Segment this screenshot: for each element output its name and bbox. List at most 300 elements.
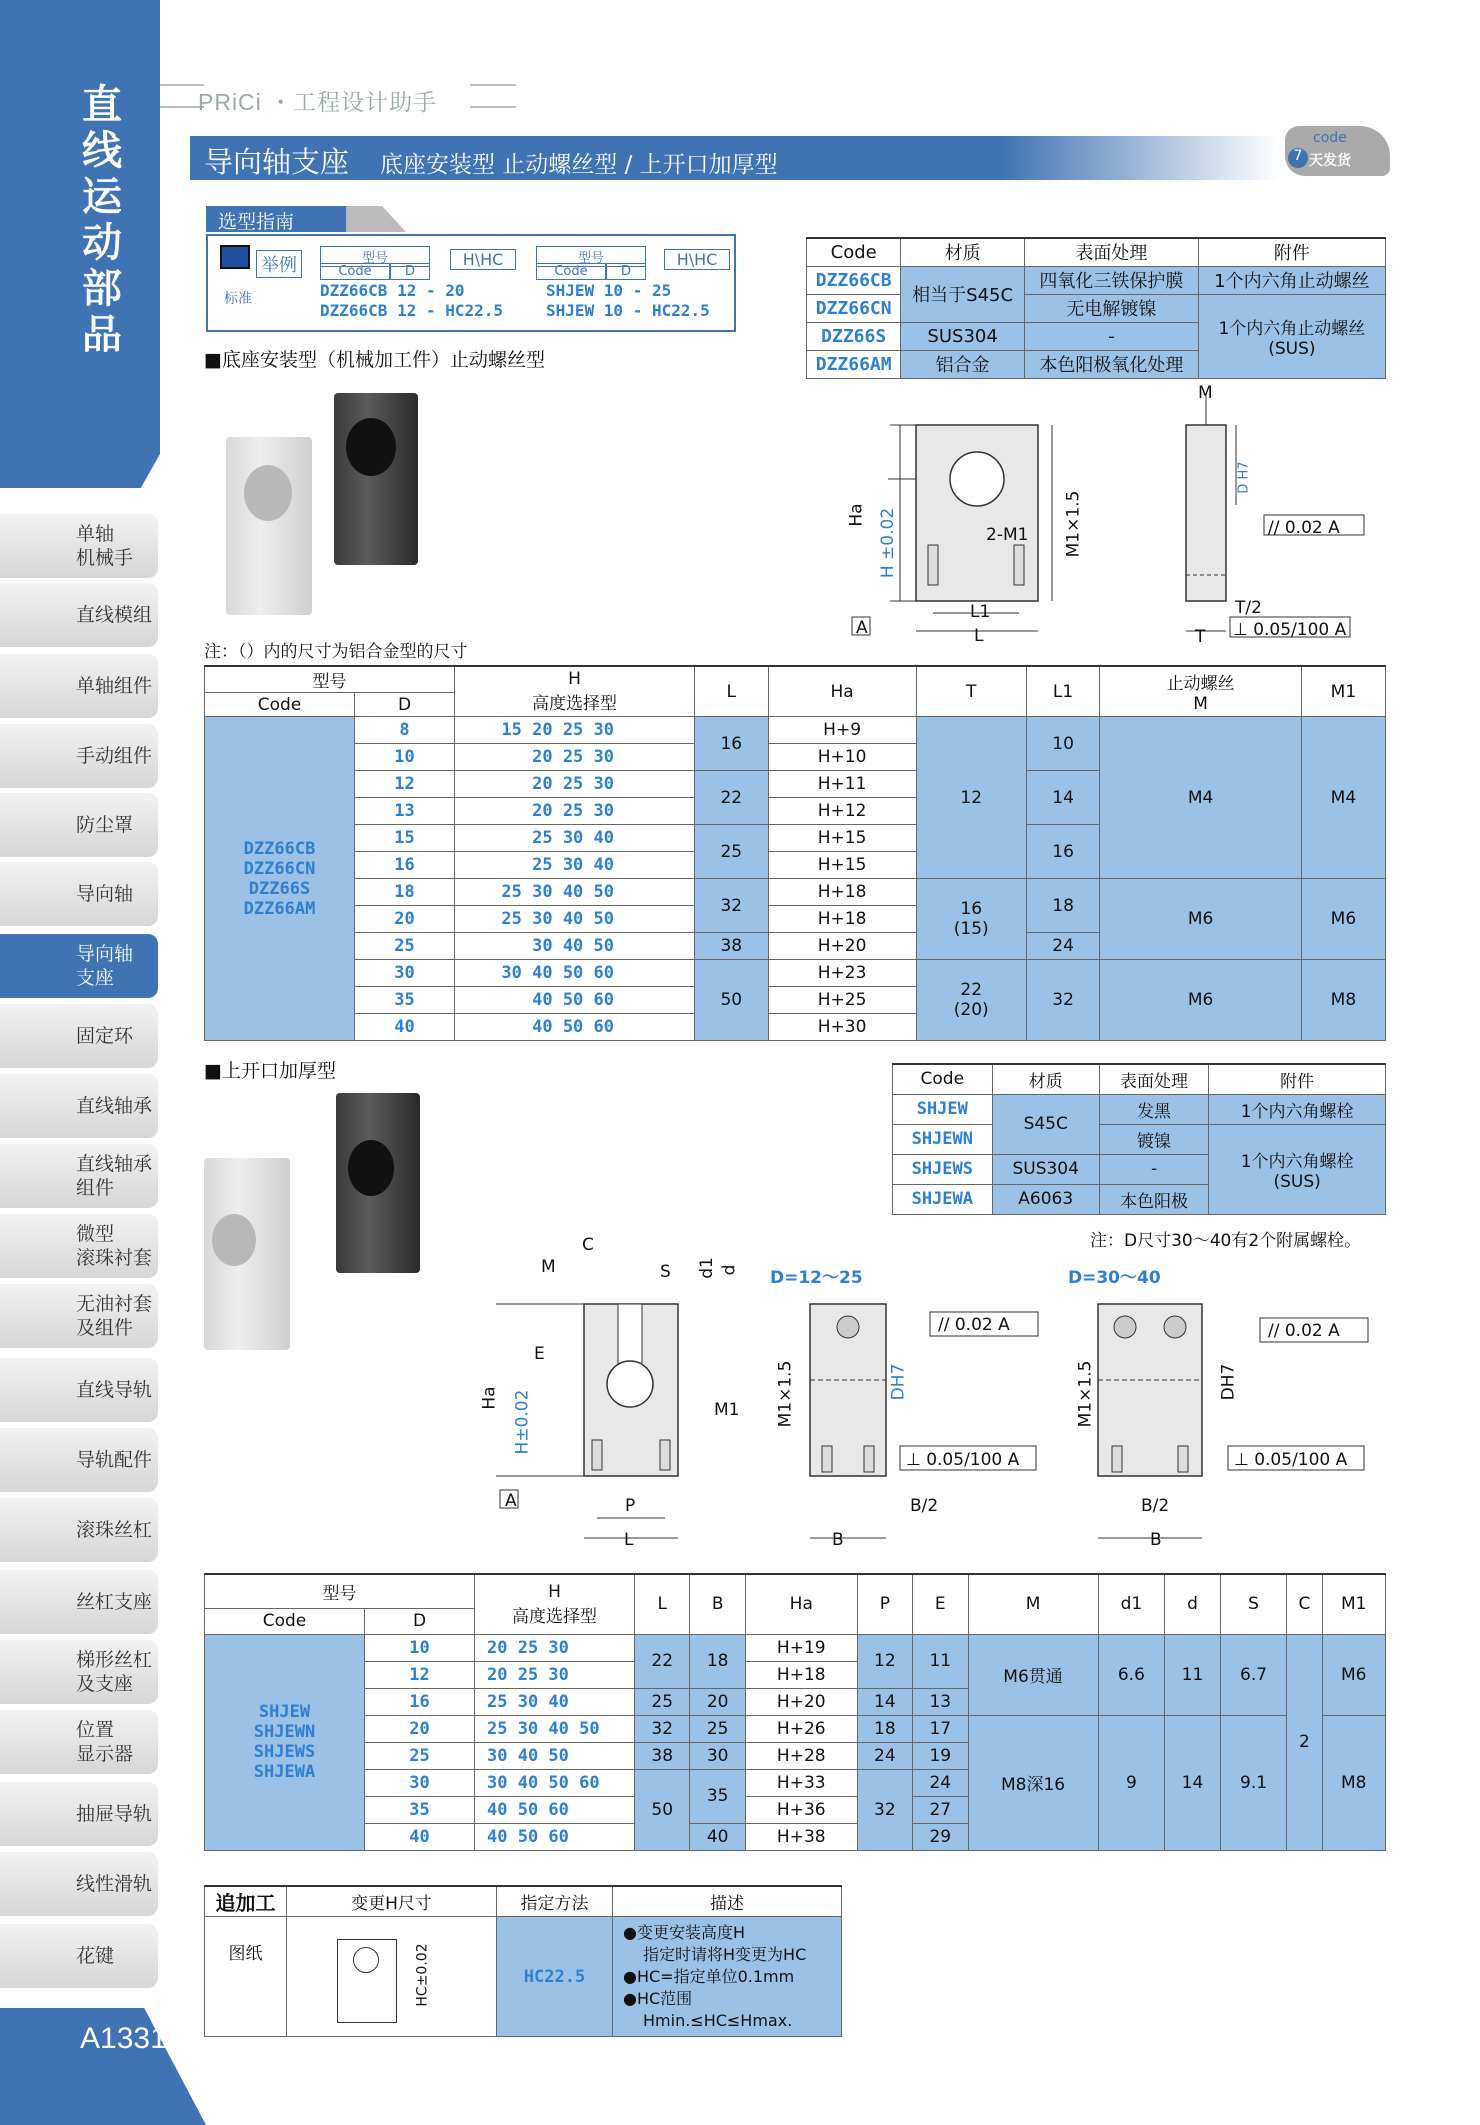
h-cell: 25 30 40 (475, 1688, 635, 1715)
material-cell: A6063 (992, 1184, 1099, 1214)
ha-cell: H+15 (768, 825, 916, 852)
dim-t2: T/2 (1235, 598, 1262, 618)
p-cell: 32 (857, 1769, 912, 1850)
s-cell: 6.7 (1220, 1634, 1287, 1715)
guide-col-model: 型号 (320, 246, 430, 267)
sidebar-item[interactable]: 花键 (0, 1924, 158, 1988)
dim-c: C (582, 1235, 594, 1255)
d-cell: 8 (355, 717, 455, 744)
code-label: DZZ66CN (243, 858, 316, 879)
dim-m: M (1198, 383, 1213, 403)
d-cell: 40 (365, 1823, 475, 1850)
code-label: SHJEWA (253, 1762, 316, 1782)
finish-cell: 镀镍 (1099, 1124, 1208, 1154)
product-photo-hole (244, 465, 292, 521)
sidebar-item[interactable]: 直线导轨 (0, 1358, 158, 1422)
h-cell: 25 30 40 50 (455, 906, 695, 933)
banner-fade (1000, 136, 1280, 180)
h-cell: 30 40 50 (475, 1742, 635, 1769)
dim-l: L (974, 626, 984, 646)
datum-a: A (856, 618, 868, 638)
d-cell: 15 (355, 825, 455, 852)
l-cell: 25 (635, 1688, 690, 1715)
badge-days: 天发货 (1309, 153, 1351, 169)
row-label: 图纸 (205, 1917, 287, 2037)
code-label: DZZ66CB (243, 838, 316, 859)
l1-cell: 14 (1026, 771, 1100, 825)
desc-line: 指定时请将H变更为HC (643, 1944, 807, 1964)
material-table-2 (892, 1063, 1386, 1215)
d-cell: 20 (365, 1715, 475, 1742)
m-cell: M6 (1100, 960, 1301, 1041)
col-header-text: H (568, 669, 581, 689)
col-header: 变更H尺寸 (287, 1886, 497, 1917)
dim-dh7: DH7 (888, 1363, 909, 1401)
accessory-cell: 1个内六角止动螺丝 (1198, 266, 1385, 294)
s-cell: 9.1 (1220, 1715, 1287, 1850)
code-cell: DZZ66CN (807, 294, 901, 322)
tol-perp: ⊥ 0.05/100 A (906, 1450, 1020, 1470)
dim-t: T (1195, 627, 1206, 647)
d1-cell: 6.6 (1098, 1634, 1165, 1715)
d-cell: 12 (365, 1661, 475, 1688)
sidebar-item[interactable]: 微型 滚珠衬套 (0, 1214, 158, 1278)
sidebar-item[interactable]: 抽屉导轨 (0, 1782, 158, 1846)
l-cell: 16 (695, 717, 769, 771)
col-header: 附件 (1198, 238, 1385, 266)
sidebar-item[interactable]: 导轨配件 (0, 1428, 158, 1492)
col-header: B (690, 1574, 745, 1634)
dim-d: d (719, 1264, 740, 1276)
dim-s: S (660, 1262, 671, 1282)
finish-cell: 本色阳极氧化处理 (1024, 350, 1198, 378)
dim-b2-2: B/2 (1141, 1496, 1170, 1516)
h-cell: 30 40 50 60 (455, 960, 695, 987)
code-group (205, 717, 355, 1041)
ha-cell: H+11 (768, 771, 916, 798)
ha-cell: H+15 (768, 852, 916, 879)
method-cell: HC22.5 (497, 1917, 613, 2037)
l-cell: 50 (635, 1769, 690, 1850)
dim-h: H±0.02 (512, 1389, 533, 1455)
d-dim-cell: 14 (1165, 1715, 1220, 1850)
l-cell: 38 (695, 933, 769, 960)
col-header: M1 (1322, 1574, 1385, 1634)
guide-col-d: D (390, 263, 430, 280)
col-header: D (355, 693, 455, 717)
col-header: 型号 (205, 1574, 475, 1608)
monitor-icon (220, 245, 250, 269)
col-header: 描述 (613, 1886, 842, 1917)
h-cell: 20 25 30 (475, 1634, 635, 1661)
h-cell: 40 50 60 (475, 1823, 635, 1850)
col-header: S (1220, 1574, 1287, 1634)
extra-logo: 追加工 (205, 1886, 287, 1917)
col-header: Ha (745, 1574, 857, 1634)
d-dim-cell: 11 (1165, 1634, 1220, 1715)
code-label: DZZ66AM (243, 898, 316, 919)
ha-cell: H+20 (745, 1688, 857, 1715)
finish-cell: - (1024, 322, 1198, 350)
col-header: Code (205, 693, 355, 717)
m-cell: M6 (1100, 879, 1301, 960)
dim-dh7-2: DH7 (1218, 1363, 1239, 1401)
sidebar-item[interactable]: 丝杠支座 (0, 1570, 158, 1634)
finish-cell: 无电解镀镍 (1024, 294, 1198, 322)
code-group (205, 1634, 365, 1850)
sidebar-item[interactable]: 导向轴 支座 (0, 934, 158, 998)
page-title: 导向轴支座 (204, 145, 350, 179)
l1-cell: 16 (1026, 825, 1100, 879)
page-subtitle: 底座安装型 止动螺丝型 / 上开口加厚型 (380, 152, 778, 178)
hc-drawing (287, 1917, 497, 2037)
d-cell: 30 (365, 1769, 475, 1796)
section-title-1: ■底座安装型（机械加工件）止动螺丝型 (204, 349, 545, 371)
d-cell: 16 (355, 852, 455, 879)
code-cell: DZZ66AM (807, 350, 901, 378)
extra-processing-table (204, 1885, 842, 2037)
h-cell: 25 30 40 50 (475, 1715, 635, 1742)
brand: PRiCi ・工程设计助手 (198, 89, 438, 115)
col-header-text: M (1193, 694, 1208, 714)
e-cell: 11 (913, 1634, 968, 1688)
h-cell: 20 25 30 (455, 744, 695, 771)
accessory-cell: 1个内六角螺栓 (SUS) (1209, 1124, 1386, 1214)
t-cell: 22 (20) (916, 960, 1026, 1041)
dim-m1x15: M1×1.5 (775, 1360, 796, 1428)
sidebar-item[interactable]: 导向轴 (0, 862, 158, 926)
h-cell: 15 20 25 30 (455, 717, 695, 744)
dim-m1x15-2: M1×1.5 (1075, 1360, 1096, 1428)
e-cell: 19 (913, 1742, 968, 1769)
c-cell: 2 (1287, 1634, 1322, 1850)
guide-col-d-2: D (606, 263, 646, 280)
page-number: A1331 (80, 2022, 167, 2055)
spec-table-2 (204, 1573, 1386, 1851)
e-cell: 29 (913, 1823, 968, 1850)
dim-b-2: B (1150, 1530, 1162, 1550)
product-photo-aluminum-2-hole (212, 1214, 256, 1266)
d-cell: 25 (365, 1742, 475, 1769)
d-cell: 12 (355, 771, 455, 798)
ha-cell: H+26 (745, 1715, 857, 1742)
sidebar-item[interactable]: 固定环 (0, 1004, 158, 1068)
dim-b2: B/2 (910, 1496, 939, 1516)
d-cell: 10 (365, 1634, 475, 1661)
col-header (455, 666, 695, 717)
col-header-text: 高度选择型 (512, 1606, 597, 1627)
datum-a: A (505, 1491, 517, 1511)
product-photo-aluminum (226, 437, 312, 615)
d1-cell: 9 (1098, 1715, 1165, 1850)
d-cell: 16 (365, 1688, 475, 1715)
h-cell: 30 40 50 (455, 933, 695, 960)
h-cell: 40 50 60 (455, 1014, 695, 1041)
m-cell: M4 (1100, 717, 1301, 879)
ha-cell: H+33 (745, 1769, 857, 1796)
col-header (1100, 666, 1301, 717)
desc-line: ●变更安装高度H (623, 1922, 745, 1942)
material-cell: SUS304 (901, 322, 1025, 350)
l-cell: 50 (695, 960, 769, 1041)
col-header: L (695, 666, 769, 717)
h-cell: 20 25 30 (455, 798, 695, 825)
product-photo-black-hole (346, 418, 396, 476)
header-lines (470, 84, 516, 108)
code-cell: DZZ66S (807, 322, 901, 350)
ha-cell: H+25 (768, 987, 916, 1014)
guide-col-code: Code (320, 263, 390, 280)
dim-l1: L1 (970, 602, 991, 622)
finish-cell: 发黑 (1099, 1094, 1208, 1124)
ha-cell: H+23 (768, 960, 916, 987)
d-cell: 30 (355, 960, 455, 987)
e-cell: 24 (913, 1769, 968, 1796)
p-cell: 12 (857, 1634, 912, 1688)
b-cell: 20 (690, 1688, 745, 1715)
p-cell: 14 (857, 1688, 912, 1715)
finish-cell: - (1099, 1154, 1208, 1184)
l-cell: 32 (695, 879, 769, 933)
e-cell: 13 (913, 1688, 968, 1715)
guide-row: DZZ66CB 12 - HC22.5 (320, 301, 504, 320)
range-label-2: D=30～40 (1068, 1268, 1161, 1288)
l1-cell: 10 (1026, 717, 1100, 771)
material-cell: 铝合金 (901, 350, 1025, 378)
col-header: d (1165, 1574, 1220, 1634)
col-header: M (968, 1574, 1098, 1634)
badge-code: code (1313, 130, 1347, 146)
tol-parallel: // 0.02 A (1268, 518, 1340, 538)
desc-cell (613, 1917, 842, 2037)
d-cell: 35 (365, 1796, 475, 1823)
finish-cell: 四氧化三铁保护膜 (1024, 266, 1198, 294)
h-cell: 25 30 40 (455, 825, 695, 852)
ha-cell: H+38 (745, 1823, 857, 1850)
h-cell: 40 50 60 (455, 987, 695, 1014)
spec-table-1 (204, 665, 1386, 1041)
l-cell: 38 (635, 1742, 690, 1769)
sidebar-item[interactable]: 位置 显示器 (0, 1710, 158, 1774)
desc-line: Hmin.≤HC≤Hmax. (643, 2010, 793, 2030)
guide-row: SHJEW 10 - 25 (546, 281, 672, 300)
product-photo-black-2-hole (348, 1140, 394, 1196)
sidebar-item[interactable]: 防尘罩 (0, 793, 158, 857)
dim-m1: 2-M1 (986, 525, 1029, 545)
dim-m: M (541, 1257, 556, 1277)
col-header-text: 止动螺丝 (1166, 674, 1235, 694)
note-1: 注：（）内的尺寸为铝合金型的尺寸 (204, 642, 468, 662)
sidebar-item[interactable]: 直线轴承 (0, 1074, 158, 1138)
h-cell: 40 50 60 (475, 1796, 635, 1823)
dim-m1: M1 (714, 1400, 740, 1420)
accessory-cell: 1个内六角止动螺丝 (SUS) (1198, 294, 1385, 378)
col-header: T (916, 666, 1026, 717)
material-cell: 相当于S45C (901, 266, 1025, 322)
col-header-text: H (548, 1581, 561, 1602)
guide-col-h: H\HC (450, 249, 516, 270)
code-label: SHJEW (258, 1702, 311, 1722)
l-cell: 22 (695, 771, 769, 825)
ha-cell: H+30 (768, 1014, 916, 1041)
dim-d1: d1 (696, 1257, 717, 1279)
sidebar-item[interactable]: 滚珠丝杠 (0, 1498, 158, 1562)
code-label: DZZ66S (248, 878, 311, 899)
h-cell: 20 25 30 (475, 1661, 635, 1688)
sidebar-item[interactable]: 手动组件 (0, 724, 158, 788)
guide-col-model-2: 型号 (536, 246, 646, 267)
col-header: 指定方法 (497, 1886, 613, 1917)
ha-cell: H+18 (745, 1661, 857, 1688)
col-header: 材质 (992, 1064, 1099, 1094)
material-table-1 (806, 237, 1386, 379)
h-cell: 25 30 40 (455, 852, 695, 879)
sidebar-item[interactable]: 线性滑轨 (0, 1852, 158, 1916)
col-header: D (365, 1608, 475, 1634)
tol-parallel: // 0.02 A (938, 1315, 1010, 1335)
h-cell: 25 30 40 50 (455, 879, 695, 906)
guide-title: 选型指南 (218, 211, 295, 233)
ha-cell: H+9 (768, 717, 916, 744)
col-header: Ha (768, 666, 916, 717)
b-cell: 30 (690, 1742, 745, 1769)
ha-cell: H+19 (745, 1634, 857, 1661)
accessory-cell: 1个内六角螺栓 (1209, 1094, 1386, 1124)
ha-cell: H+12 (768, 798, 916, 825)
col-header: Code (893, 1064, 993, 1094)
code-label: SHJEWS (253, 1742, 316, 1762)
guide-row: DZZ66CB 12 - 20 (320, 281, 465, 300)
sidebar-item[interactable]: 无油衬套 及组件 (0, 1284, 158, 1348)
col-header: Code (205, 1608, 365, 1634)
dim-p: P (625, 1496, 636, 1516)
section-title-2: ■上开口加厚型 (204, 1060, 336, 1082)
ha-cell: H+10 (768, 744, 916, 771)
dim-ha: Ha (846, 503, 867, 527)
l1-cell: 18 (1026, 879, 1100, 933)
col-header: 表面处理 (1024, 238, 1198, 266)
m-cell: M8深16 (968, 1715, 1098, 1850)
standard-label: 标准 (224, 291, 252, 307)
p-cell: 18 (857, 1715, 912, 1742)
col-header: L1 (1026, 666, 1100, 717)
e-cell: 27 (913, 1796, 968, 1823)
col-header-text: 高度选择型 (532, 694, 617, 714)
dim-dh7: D H7 (1236, 461, 1252, 494)
m1-cell: M8 (1301, 960, 1385, 1041)
code-cell: DZZ66CB (807, 266, 901, 294)
m1-cell: M6 (1322, 1634, 1385, 1715)
m1-cell: M4 (1301, 717, 1385, 879)
l-cell: 22 (635, 1634, 690, 1688)
t-cell: 12 (916, 717, 1026, 879)
h-cell: 30 40 50 60 (475, 1769, 635, 1796)
d-cell: 13 (355, 798, 455, 825)
col-header: L (635, 1574, 690, 1634)
l1-cell: 24 (1026, 933, 1100, 960)
ha-cell: H+18 (768, 906, 916, 933)
desc-line: ●HC=指定单位0.1mm (623, 1966, 795, 1986)
e-cell: 17 (913, 1715, 968, 1742)
badge-number: 7 (1288, 148, 1308, 168)
tol-perp: ⊥ 0.05/100 A (1233, 620, 1347, 640)
col-header: E (913, 1574, 968, 1634)
d-cell: 40 (355, 1014, 455, 1041)
b-cell: 40 (690, 1823, 745, 1850)
code-label: SHJEWN (253, 1722, 316, 1742)
dim-l: L (624, 1530, 634, 1550)
d-cell: 20 (355, 906, 455, 933)
col-header (475, 1574, 635, 1634)
sidebar-item[interactable]: 单轴组件 (0, 654, 158, 718)
dim-h: H ±0.02 (878, 507, 899, 579)
guide-col-code-2: Code (536, 263, 606, 280)
d-cell: 10 (355, 744, 455, 771)
sidebar-item[interactable]: 梯形丝杠 及支座 (0, 1640, 158, 1704)
guide-col-h-2: H\HC (664, 249, 730, 270)
col-header: 型号 (205, 666, 455, 693)
example-label: 举例 (256, 250, 302, 278)
finish-cell: 本色阳极 (1099, 1184, 1208, 1214)
m1-cell: M6 (1301, 879, 1385, 960)
d-cell: 25 (355, 933, 455, 960)
h-cell: 20 25 30 (455, 771, 695, 798)
dim-e: E (534, 1344, 545, 1364)
sidebar-item[interactable]: 单轴 机械手 (0, 514, 158, 578)
sidebar-title: 直线运动部品 (82, 82, 122, 358)
material-cell: S45C (992, 1094, 1099, 1154)
code-cell: SHJEWA (893, 1184, 993, 1214)
col-header: d1 (1098, 1574, 1165, 1634)
ha-cell: H+28 (745, 1742, 857, 1769)
drawing-2 (480, 1240, 1390, 1540)
m-cell: M6贯通 (968, 1634, 1098, 1715)
delivery-badge (1285, 126, 1390, 176)
col-header: 附件 (1209, 1064, 1386, 1094)
desc-line: ●HC范围 (623, 1988, 693, 2008)
col-header: M1 (1301, 666, 1385, 717)
material-cell: SUS304 (992, 1154, 1099, 1184)
code-cell: SHJEW (893, 1094, 993, 1124)
b-cell: 18 (690, 1634, 745, 1688)
ha-cell: H+36 (745, 1796, 857, 1823)
note-2: 注：D尺寸30～40有2个附属螺栓。 (1090, 1231, 1362, 1251)
tol-parallel-2: // 0.02 A (1268, 1321, 1340, 1341)
dim-ha: Ha (479, 1386, 500, 1410)
dim-m1x15: M1×1.5 (1063, 490, 1084, 558)
l-cell: 32 (635, 1715, 690, 1742)
guide-row: SHJEW 10 - HC22.5 (546, 301, 710, 320)
p-cell: 24 (857, 1742, 912, 1769)
col-header: P (857, 1574, 912, 1634)
dim-b: B (832, 1530, 844, 1550)
l-cell: 25 (695, 825, 769, 879)
tol-perp-2: ⊥ 0.05/100 A (1234, 1450, 1348, 1470)
sidebar-item[interactable]: 直线轴承 组件 (0, 1144, 158, 1208)
sidebar-item[interactable]: 直线模组 (0, 583, 158, 647)
m1-cell: M8 (1322, 1715, 1385, 1850)
d-cell: 35 (355, 987, 455, 1014)
l1-cell: 32 (1026, 960, 1100, 1041)
hc-label: HC±0.02 (414, 1943, 431, 2007)
t-cell: 16 (15) (916, 879, 1026, 960)
col-header: Code (807, 238, 901, 266)
col-header: 材质 (901, 238, 1025, 266)
range-label-1: D=12～25 (770, 1268, 863, 1288)
b-cell: 25 (690, 1715, 745, 1742)
col-header: C (1287, 1574, 1322, 1634)
d-cell: 18 (355, 879, 455, 906)
